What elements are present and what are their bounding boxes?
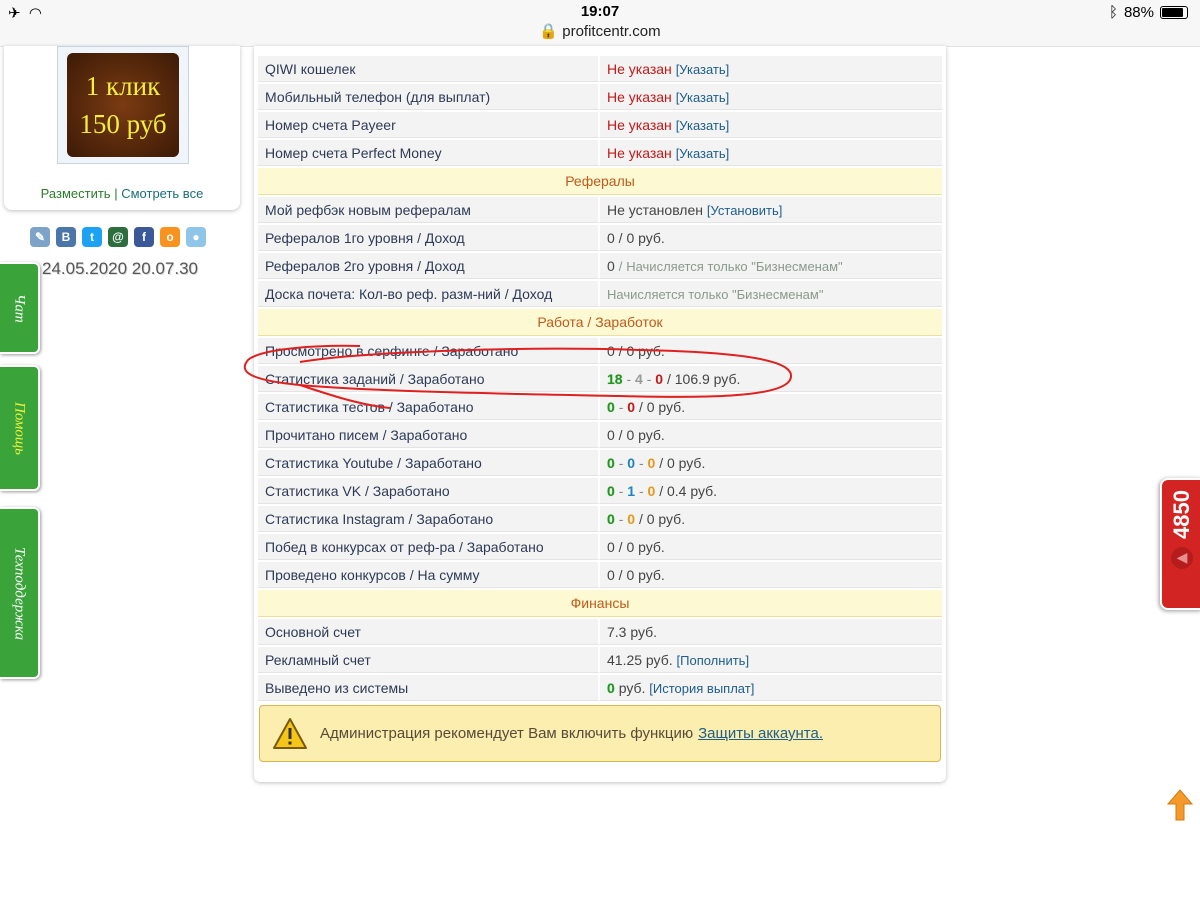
stat-green: 0	[607, 398, 615, 415]
ad-line-1: 1 клик	[85, 71, 161, 101]
stat-green: 0	[607, 510, 615, 527]
earned: / 0 руб.	[638, 510, 686, 527]
row-label: Статистика VK / Заработано	[258, 478, 600, 504]
row-value	[600, 140, 942, 166]
clock: 19:07	[580, 3, 620, 20]
section-work: Работа / Заработок	[258, 309, 942, 336]
status-text: Не указан	[607, 60, 672, 77]
table-row	[258, 84, 942, 110]
ref-count: 0	[607, 257, 615, 274]
withdrawn-unit: руб.	[618, 679, 646, 696]
row-value: 18 - 4 - 0 / 106.9 руб.	[600, 366, 942, 392]
stat-green: 18	[607, 370, 623, 387]
table-row	[258, 394, 942, 420]
tab-chat-label: Чат	[11, 293, 28, 323]
counter-value: 4850	[1169, 490, 1194, 539]
stat-red: 0	[627, 398, 636, 415]
status-text: Не указан	[607, 88, 672, 105]
row-value	[600, 112, 942, 138]
stat-grey: 4	[635, 370, 643, 387]
mail-ru-icon[interactable]: @	[108, 227, 128, 247]
ads-balance: 41.25 руб.	[607, 651, 673, 668]
earned: / 0 руб.	[638, 398, 686, 415]
refback-value: Не установлен	[607, 201, 703, 218]
place-ad-link[interactable]: Разместить	[40, 186, 111, 201]
table-row	[258, 253, 942, 279]
table-row	[258, 197, 942, 223]
table-row	[258, 562, 942, 588]
row-label: Рефералов 1го уровня / Доход	[258, 225, 600, 251]
stat-blue: 0	[627, 454, 636, 471]
table-row	[258, 647, 942, 673]
row-label: Статистика Instagram / Заработано	[258, 506, 600, 532]
table-row	[258, 338, 942, 364]
row-value	[600, 197, 942, 223]
row-value: 0 - 0 - 0 / 0 руб.	[600, 450, 942, 476]
status-bar	[0, 0, 1200, 47]
twitter-icon[interactable]: t	[82, 227, 102, 247]
specify-link[interactable]: [Указать]	[675, 61, 730, 77]
table-row	[258, 450, 942, 476]
ad-banner[interactable]	[57, 46, 189, 164]
table-row	[258, 140, 942, 166]
row-label: Выведено из системы	[258, 675, 600, 701]
row-value: 0 - 0 / 0 руб.	[600, 506, 942, 532]
table-row	[258, 281, 942, 307]
address-bar[interactable]: 🔒 profitcentr.com	[539, 23, 661, 40]
row-label: Мобильный телефон (для выплат)	[258, 84, 600, 110]
row-value: 0 / 0 руб.	[600, 225, 942, 251]
specify-link[interactable]: [Указать]	[675, 145, 730, 161]
row-value: 0 / 0 руб.	[600, 562, 942, 588]
row-value	[600, 281, 942, 307]
chat-bubble-icon[interactable]: ●	[186, 227, 206, 247]
earned: / 106.9 руб.	[666, 370, 741, 387]
vk-icon[interactable]: B	[56, 227, 76, 247]
row-label: Основной счет	[258, 619, 600, 645]
table-row	[258, 619, 942, 645]
table-row	[258, 112, 942, 138]
topup-link[interactable]: [Пополнить]	[676, 652, 750, 668]
tab-chat[interactable]	[0, 262, 40, 354]
stat-orange: 0	[627, 510, 636, 527]
tab-support-label: Техподдержка	[11, 546, 28, 640]
battery-percent: 88%	[1123, 4, 1154, 21]
see-all-link[interactable]: Смотреть все	[121, 186, 204, 201]
earned: / 0 руб.	[659, 454, 706, 471]
specify-link[interactable]: [Указать]	[675, 89, 730, 105]
stat-red: 0	[655, 370, 664, 387]
tab-support[interactable]	[0, 507, 40, 679]
table-row	[258, 675, 942, 701]
row-value	[600, 675, 942, 701]
stat-blue: 1	[627, 482, 636, 499]
bluetooth-icon: ᛒ	[1108, 4, 1118, 21]
table-row	[258, 422, 942, 448]
table-row	[258, 225, 942, 251]
row-value	[600, 253, 942, 279]
clip-icon[interactable]: ✎	[30, 227, 50, 247]
status-text: Не указан	[607, 116, 672, 133]
stat-orange: 0	[647, 454, 656, 471]
odnoklassniki-icon[interactable]: o	[160, 227, 180, 247]
earned: / 0.4 руб.	[659, 482, 718, 499]
section-header	[258, 309, 942, 336]
url-text: profitcentr.com	[562, 23, 661, 40]
row-label: Статистика Youtube / Заработано	[258, 450, 600, 476]
stat-orange: 0	[647, 482, 656, 499]
row-label: Рекламный счет	[258, 647, 600, 673]
row-value: 0 / 0 руб.	[600, 534, 942, 560]
row-label: Доска почета: Кол-во реф. разм-ний / Доход	[258, 281, 600, 307]
row-value: 0 - 1 - 0 / 0.4 руб.	[600, 478, 942, 504]
online-counter-badge[interactable]	[1160, 478, 1200, 610]
security-alert	[259, 705, 941, 762]
row-value	[600, 84, 942, 110]
row-label: Рефералов 2го уровня / Доход	[258, 253, 600, 279]
payout-history-link[interactable]: [История выплат]	[649, 680, 755, 696]
stat-green: 0	[607, 482, 615, 499]
table-row	[258, 56, 942, 82]
row-label: QIWI кошелек	[258, 56, 600, 82]
row-label: Статистика заданий / Заработано	[258, 366, 600, 392]
ad-image	[67, 53, 179, 157]
battery-icon	[1160, 6, 1188, 19]
row-value: 7.3 руб.	[600, 619, 942, 645]
scroll-top-icon[interactable]	[1166, 788, 1194, 827]
tab-help-label: Помощь	[11, 401, 28, 455]
status-text: Не указан	[607, 144, 672, 161]
section-finance: Финансы	[258, 590, 942, 617]
table-row	[258, 506, 942, 532]
row-label: Мой рефбэк новым рефералам	[258, 197, 600, 223]
row-label: Просмотрено в серфинге / Заработано	[258, 338, 600, 364]
airplane-wifi-icons: ✈ ◠	[8, 5, 42, 22]
arrow-left-icon: ◀	[1171, 547, 1193, 569]
tab-help[interactable]	[0, 365, 40, 491]
section-referrals: Рефералы	[258, 168, 942, 195]
alert-text: Администрация рекомендует Вам включить функцию	[320, 725, 694, 742]
row-label: Номер счета Payeer	[258, 112, 600, 138]
status-right	[1109, 4, 1188, 21]
row-value	[600, 56, 942, 82]
row-label: Проведено конкурсов / На сумму	[258, 562, 600, 588]
row-label: Статистика тестов / Заработано	[258, 394, 600, 420]
ad-separator: |	[114, 186, 118, 201]
row-label: Прочитано писем / Заработано	[258, 422, 600, 448]
profile-table	[258, 54, 942, 703]
table-row	[258, 534, 942, 560]
row-value	[600, 647, 942, 673]
section-header	[258, 590, 942, 617]
section-header	[258, 168, 942, 195]
ref-sep: /	[618, 258, 623, 274]
current-date: 24.05.2020 20.07.30	[42, 259, 198, 278]
table-row	[258, 366, 942, 392]
table-row	[258, 478, 942, 504]
withdrawn-amount: 0	[607, 679, 615, 696]
row-label: Побед в конкурсах от реф-ра / Заработано	[258, 534, 600, 560]
warning-icon	[260, 717, 320, 751]
social-icons	[30, 227, 206, 247]
row-value: 0 / 0 руб.	[600, 338, 942, 364]
row-label: Номер счета Perfect Money	[258, 140, 600, 166]
row-value: 0 / 0 руб.	[600, 422, 942, 448]
facebook-icon[interactable]: f	[134, 227, 154, 247]
row-value: 0 - 0 / 0 руб.	[600, 394, 942, 420]
stat-green: 0	[607, 454, 615, 471]
account-protection-link[interactable]: Защиты аккаунта.	[698, 725, 823, 742]
ad-line-2: 150 руб	[79, 109, 167, 139]
business-note: Начисляется только "Бизнесменам"	[607, 286, 824, 302]
ad-links	[4, 186, 240, 201]
business-note: Начисляется только "Бизнесменам"	[626, 258, 843, 274]
set-link[interactable]: [Установить]	[706, 202, 783, 218]
specify-link[interactable]: [Указать]	[675, 117, 730, 133]
